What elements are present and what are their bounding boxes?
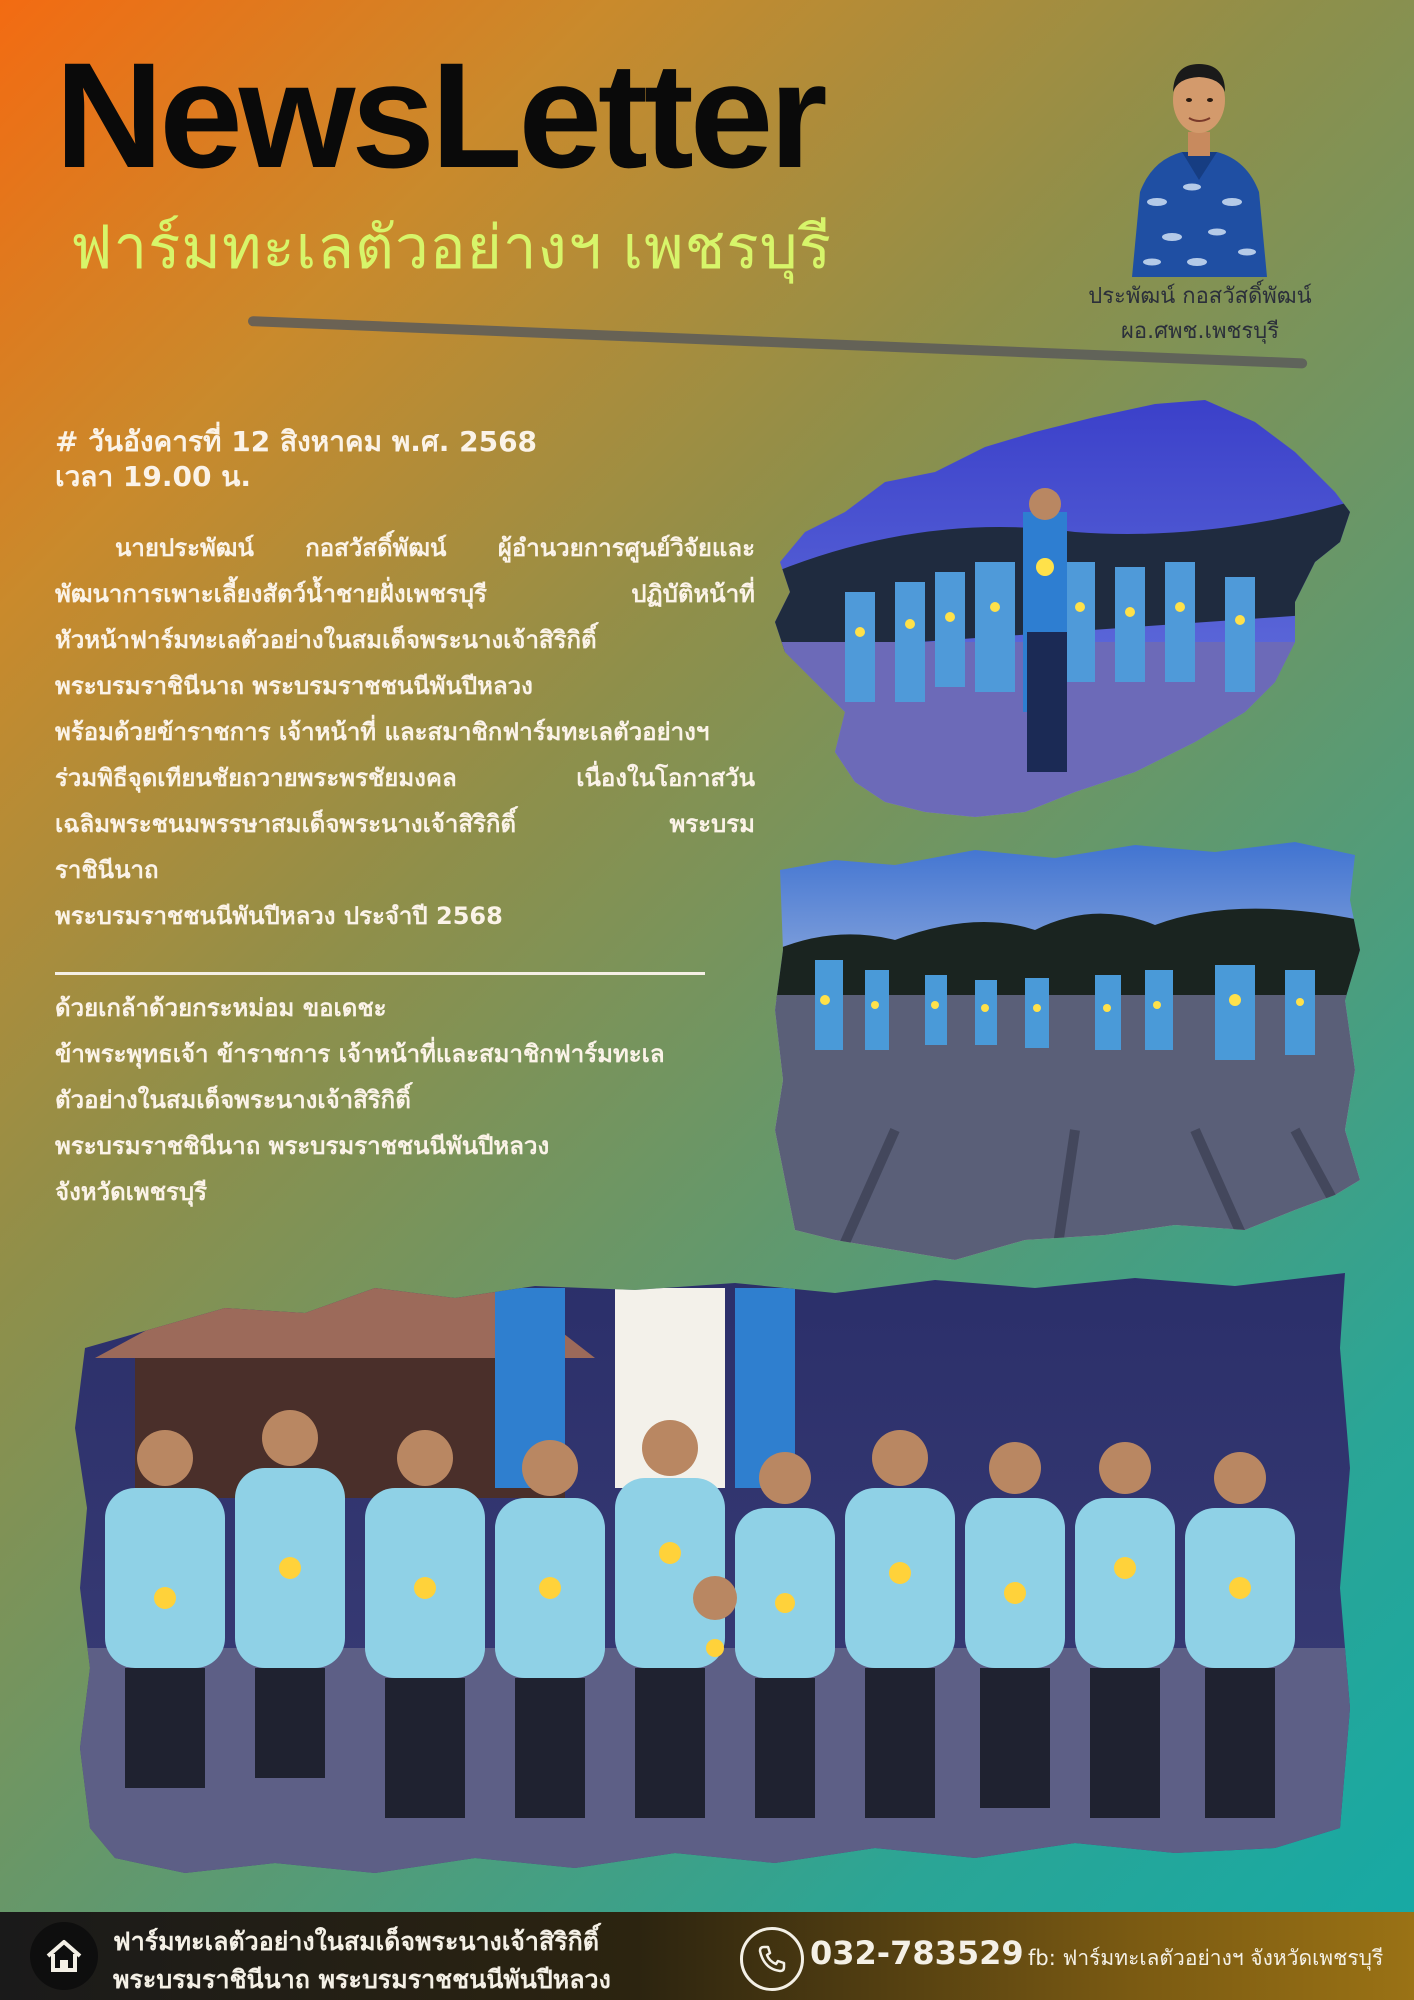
phone-number[interactable]: 032-783529	[810, 1934, 1024, 1972]
article-line: หัวหน้าฟาร์มทะเลตัวอย่างในสมเด็จพระนางเจ้าสิริกิติ์	[55, 626, 597, 654]
facebook-link[interactable]: fb: ฟาร์มทะเลตัวอย่างฯ จังหวัดเพชรบุรี	[1028, 1946, 1384, 1970]
event-time: เวลา 19.00 น.	[55, 460, 252, 493]
article-line: พระบรมราชินีนาถ พระบรมราชชนนีพันปีหลวง	[55, 672, 533, 700]
masthead-title: NewsLetter	[55, 31, 824, 199]
ceremony-photo-1	[775, 392, 1350, 822]
section-divider	[55, 972, 705, 975]
article-line: พร้อมด้วยข้าราชการ เจ้าหน้าที่ และสมาชิกฟาร์มทะเลตัวอย่างฯ	[55, 718, 710, 746]
newsletter-subtitle: ฟาร์มทะเลตัวอย่างฯ เพชรบุรี	[70, 213, 832, 283]
ceremony-photo-2	[775, 830, 1360, 1265]
footer-org-line-2: พระบรมราชินีนาถ พระบรมราชชนนีพันปีหลวง	[113, 1965, 611, 1994]
event-date: # วันอังคารที่ 12 สิงหาคม พ.ศ. 2568	[55, 425, 538, 458]
article-line: พระบรมราชชนนีพันปีหลวง ประจำปี 2568	[55, 902, 503, 930]
closing-text	[55, 985, 755, 1215]
closing-line: พระบรมราชชินีนาถ พระบรมราชชนนีพันปีหลวง	[55, 1132, 550, 1160]
footer-org-line-1: ฟาร์มทะเลตัวอย่างในสมเด็จพระนางเจ้าสิริกิติ์	[113, 1927, 600, 1956]
article-line: ราชินีนาถ	[55, 856, 159, 884]
article-line: นายประพัฒน์ กอสวัสดิ์พัฒน์ ผู้อำนวยการศูนย์วิจัยและ	[115, 534, 755, 562]
director-title: ผอ.ศพช.เพชรบุรี	[1120, 319, 1280, 344]
closing-line: ข้าพระพุทธเจ้า ข้าราชการ เจ้าหน้าที่และสมาชิกฟาร์มทะเล	[55, 1040, 665, 1068]
home-icon	[30, 1922, 98, 1990]
closing-line: ตัวอย่างในสมเด็จพระนางเจ้าสิริกิติ์	[55, 1086, 411, 1114]
director-name: ประพัฒน์ กอสวัสดิ์พัฒน์	[1088, 284, 1312, 309]
article-line: ร่วมพิธีจุดเทียนชัยถวายพระพรชัยมงคล เนื่องในโอกาสวัน	[55, 764, 755, 792]
article-body	[55, 525, 755, 939]
closing-line: ด้วยเกล้าด้วยกระหม่อม ขอเดชะ	[55, 994, 387, 1022]
director-portrait	[1122, 52, 1277, 277]
article-line: พัฒนาการเพาะเลี้ยงสัตว์น้ำชายฝั่งเพชรบุรี ปฏิบัติหน้าที่	[55, 580, 755, 608]
footer-bar	[0, 1912, 1414, 2000]
group-photo	[75, 1268, 1350, 1878]
article-line: เฉลิมพระชนมพรรษาสมเด็จพระนางเจ้าสิริกิติ์ พระบรม	[55, 810, 755, 838]
phone-icon	[740, 1927, 804, 1991]
director-portrait-image	[1122, 52, 1277, 277]
closing-line: จังหวัดเพชรบุรี	[55, 1178, 207, 1206]
